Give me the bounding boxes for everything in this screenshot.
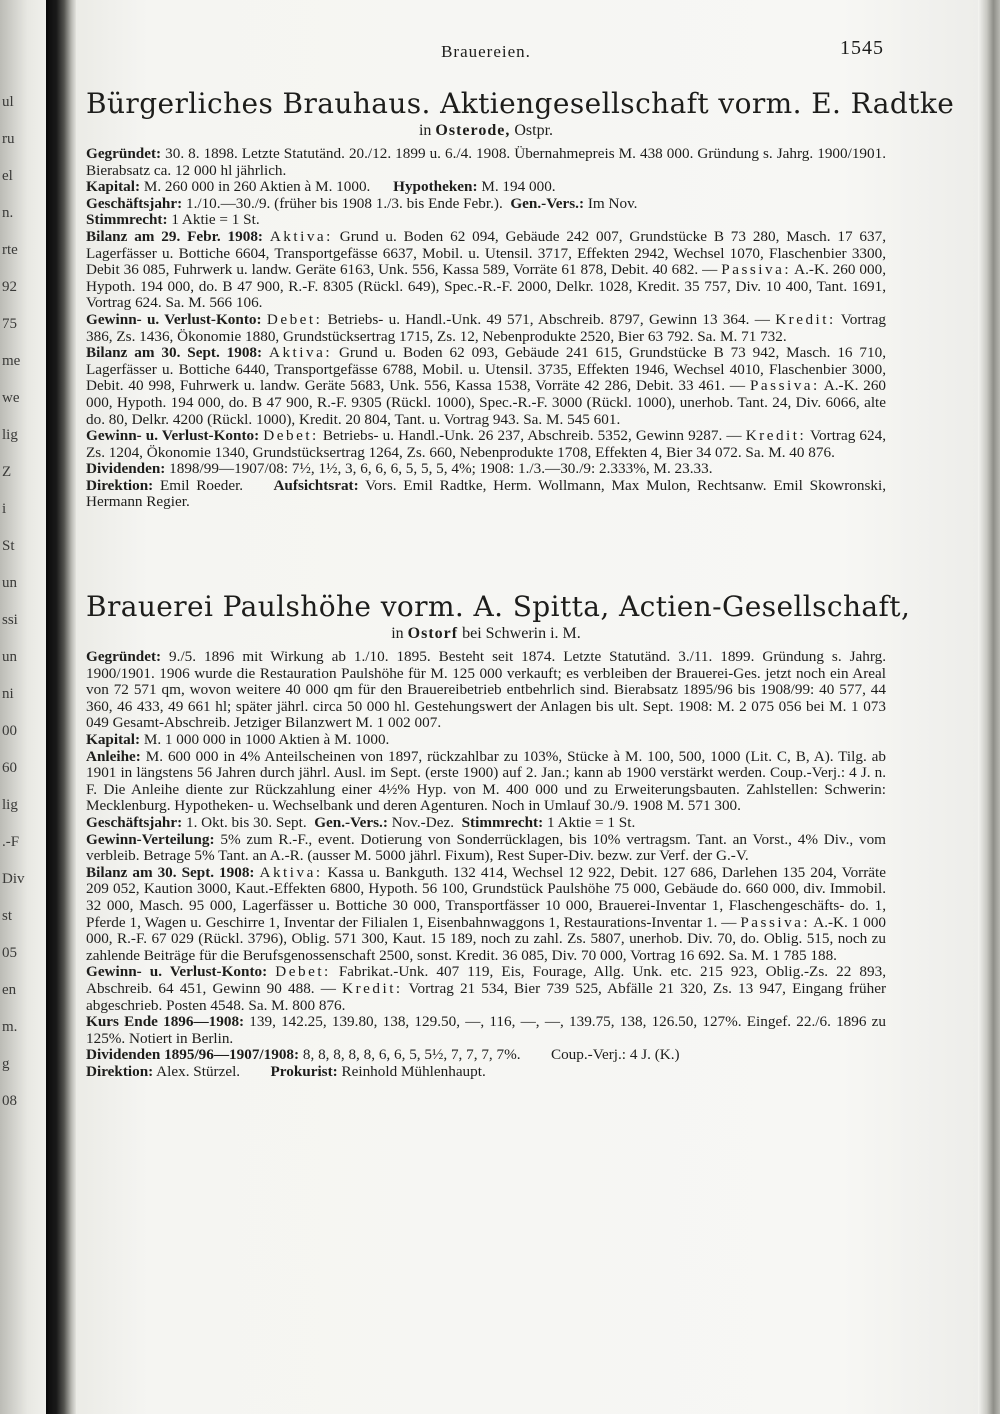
location-city: Ostorf bbox=[407, 625, 459, 643]
facing-page-strip bbox=[0, 0, 46, 1414]
facing-page-fragment: 00 bbox=[2, 723, 17, 739]
facing-page-fragment: ssi bbox=[2, 612, 18, 628]
facing-page-fragment: ni bbox=[2, 686, 14, 702]
entry-label: Gegründet: bbox=[86, 145, 162, 162]
entry-loan: Anleihe: M. 600 000 in 4% Anteilscheinen von 1897, rückzahlbar zu 103%, Stücke à M. 100, 500, 1000 (Lit. C, B, A). Tilg. ab 1901 in längstens 56 Jahren durch jährl. Ausl. im Sept. (erste 1900) auf 2. Jan.; kann ab 1900 verstärkt werden. Coup.-Verj.: 4 J. n. F. Die Anleihe diente zur Rückzahlung einer 4½% Hyp. von M. 400 000 und zu Erweiterungsbauten. Zahlstellen: Schwerin: Mecklenburg. Hypotheken- u. Wechselbank und deren Agenturen. Noch in Umlauf 30./9. 1908 M. 571 300. bbox=[86, 747, 886, 815]
entry-management: Direktion: Alex. Stürzel. Prokurist: Reinhold Mühlenhaupt. bbox=[86, 1062, 486, 1080]
location-prefix: in bbox=[391, 625, 404, 643]
entry-label: Kurs Ende 1896—1908: bbox=[86, 1013, 245, 1031]
entry-profit-distribution: Gewinn-Verteilung: 5% zum R.-F., event. Dotierung von Sonderrücklagen, bis 10% vertragsm. Tant. an Vorst., 4% Div., vom verbleib. Betrage 5% Tant. an A.-R. (ausser M. 5000 jährl. Fixum), Rest Super-Div. bezw. zur Verf. der G.-V. bbox=[86, 830, 886, 865]
entry-label: Stimmrecht: bbox=[461, 814, 544, 831]
facing-page-fragment: ru bbox=[2, 131, 15, 147]
entry-balance-sept: Bilanz am 30. Sept. 1908: Aktiva: Kassa u. Bankguth. 132 414, Wechsel 12 922, Debit. 127 686, Darlehen 135 204, Vorräte 209 052, Kaution 3000, Kaut.-Effekten 6800, Hypoth. 56 100, Grundstück Paulshöhe 75 000, Gebäude do. 660 000, div. Immobil. 32 000, Masch. 95 000, Lagerfässer u. Bottiche 30 000, Transportfässer 10 000, Brauerei-Inventar 1, Flaschengeschäfts- do. 1, Pferde 1, Wagen u. Geschirre 1, Inventar der Filialen 1, Eisenbahnwaggons 1, Restaurations-Inventar 1. — Passiva: A.-K. 1 000 000, R.-F. 67 029 (Rückl. 3796), Oblig. 571 300, Kaut. 15 189, noch zu zahl. Zs. 5807, unerhob. Div. 70, do. Oblig. 515, noch zu zahlende Beiträge für die Berufsgenossenschaft 2500, sonst. Kredit. 36 085, Div. 70 000, Vortrag 16 692. Sa. M. 1 785 188. bbox=[86, 863, 887, 964]
entry-founded: Gegründet: 30. 8. 1898. Letzte Statutänd. 20./12. 1899 u. 6./4. 1908. Übernahmepreis M. 438 000. Gründung s. Jahrg. 1900/1901. Bierabsatz ca. 12 000 hl jährlich. bbox=[86, 145, 886, 179]
entry-label: Dividenden: bbox=[86, 460, 166, 478]
location-suffix: Ostpr. bbox=[514, 122, 554, 139]
entry-label: Dividenden 1895/96—1907/1908: bbox=[86, 1046, 300, 1064]
entry-label: Hypotheken: bbox=[393, 178, 478, 196]
entry-label: Gewinn- u. Verlust-Konto: bbox=[86, 963, 268, 981]
facing-page-fragment: we bbox=[2, 390, 20, 406]
entry-label: Geschäftsjahr: bbox=[86, 194, 183, 212]
facing-page-fragment: un bbox=[2, 575, 17, 591]
entry-label: Gewinn- u. Verlust-Konto: bbox=[86, 427, 260, 445]
entry-label: Aufsichtsrat: bbox=[273, 476, 359, 494]
entry-fiscal-year: Geschäftsjahr: 1./10.—30./9. (früher bis 1908 1./3. bis Ende Febr.). Gen.-Vers.: Im Nov. bbox=[86, 194, 638, 212]
page-number: 1545 bbox=[840, 37, 884, 59]
entry-share-price: Kurs Ende 1896—1908: 139, 142.25, 139.80, 138, 129.50, —, 116, —, —, 139.75, 138, 126.50, 127%. Eingef. 22./6. 1896 zu 125%. Notiert in Berlin. bbox=[86, 1013, 886, 1047]
facing-page-fragment: lig bbox=[2, 427, 18, 443]
facing-page-fragment: i bbox=[2, 501, 7, 517]
facing-page-fragment: 05 bbox=[2, 945, 17, 961]
company-title: Bürgerliches Brauhaus. Aktiengesellschaft vorm. E. Radtke bbox=[86, 87, 955, 120]
book-page bbox=[76, 0, 978, 1414]
entry-label: Stimmrecht: bbox=[86, 211, 168, 229]
entry-profit-loss: Gewinn- u. Verlust-Konto: Debet: Betriebs- u. Handl.-Unk. 49 571, Abschreib. 8797, Gewinn 13 364. — Kredit: Vortrag 386, Zs. 1436, Ökonomie 1880, Grundstücksertrag 1715, Zs. 12, Nebenprodukte 2520, Bier 63 792. Sa. M. 71 732. bbox=[86, 310, 887, 345]
location-suffix: bei Schwerin i. M. bbox=[462, 625, 581, 643]
entry-balance-feb: Bilanz am 29. Febr. 1908: Aktiva: Grund u. Boden 62 094, Gebäude 242 007, Grundstücke B 73 280, Masch. 17 637, Lagerfässer u. Bottiche 6604, Transportgefässe 6637, Mobil. u. Utensil. 3717, Effekten 2942, Wechsel 1070, Flaschenbier 3300, Debit 36 085, Fuhrwerk u. landw. Geräte 6163, Unk. 556, Kassa 589, Vorräte 61 878, Debit. 40 682. — Passiva: A.-K. 260 000, Hypoth. 194 000, do. B 47 900, R.-F. 8305 (Rückl. 649), Spec.-R.-F. 2000, Delkr. 1028, Kredit. 35 757, Div. 10 400, Tant. 1691, Vortrag 624. Sa. M. 566 106. bbox=[86, 227, 887, 312]
running-header bbox=[86, 38, 886, 72]
text-column bbox=[86, 0, 955, 1081]
facing-page-fragment: st bbox=[2, 908, 13, 924]
company-location bbox=[86, 122, 886, 140]
company-title: Brauerei Paulshöhe vorm. A. Spitta, Actien-Gesellschaft, bbox=[86, 590, 911, 624]
facing-page-fragment: g bbox=[2, 1056, 10, 1072]
facing-page-fragment: Div bbox=[2, 871, 25, 887]
company-location bbox=[86, 625, 886, 643]
entry-label: Direktion: bbox=[86, 1062, 154, 1080]
entry-profit-loss: Gewinn- u. Verlust-Konto: Debet: Fabrikat.-Unk. 407 119, Eis, Fourage, Allg. Unk. etc. 215 923, Oblig.-Zs. 22 893, Abschreib. 64 451, Gewinn 90 488. — Kredit: Vortrag 21 534, Bier 739 525, Abfälle 21 320, Zs. 13 947, Eingang früher abgeschrieb. Posten 4548. Sa. M. 800 876. bbox=[86, 963, 886, 1014]
facing-page-fragment: 75 bbox=[2, 316, 17, 332]
running-title: Brauereien. bbox=[441, 42, 531, 61]
entry-label: Kapital: bbox=[86, 731, 141, 749]
facing-page-fragment: .-F bbox=[2, 834, 20, 850]
facing-page-fragment: el bbox=[2, 168, 13, 184]
facing-page-fragment: St bbox=[2, 538, 15, 554]
entry-label: Bilanz am 30. Sept. 1908: bbox=[86, 863, 255, 881]
entry-fiscal-year: Geschäftsjahr: 1. Okt. bis 30. Sept. Gen.-Vers.: Nov.-Dez. Stimmrecht: 1 Aktie = 1 St. bbox=[86, 814, 636, 831]
entry-profit-loss: Gewinn- u. Verlust-Konto: Debet: Betriebs- u. Handl.-Unk. 26 237, Abschreib. 5352, Gewinn 9287. — Kredit: Vortrag 624, Zs. 1204, Ökonomie 1340, Grundstücksertrag 1264, Zs. 660, Nebenprodukte 1708, Effekten 4, Bier 34 072. Sa. M. 40 876. bbox=[86, 427, 887, 461]
facing-page-fragment: 60 bbox=[2, 760, 17, 776]
facing-page-fragment: n. bbox=[2, 205, 14, 221]
entry-capital: Kapital: M. 260 000 in 260 Aktien à M. 1000. Hypotheken: M. 194 000. bbox=[86, 178, 556, 196]
facing-page-fragment: un bbox=[2, 649, 17, 665]
entry-label: Bilanz am 29. Febr. 1908: bbox=[86, 227, 263, 245]
entry-label: Gewinn- u. Verlust-Konto: bbox=[86, 310, 262, 328]
entry-label: Geschäftsjahr: bbox=[86, 814, 183, 831]
location-prefix: in bbox=[418, 122, 432, 139]
entry-label: Kapital: bbox=[86, 178, 141, 196]
entry-founded: Gegründet: 9./5. 1896 mit Wirkung ab 1./10. 1895. Besteht seit 1874. Letzte Statutänd. 3./11. 1899. Gründung s. Jahrg. 1900/1901. 1906 wurde die Restauration Paulshöhe für M. 125 000 verkauft; es verbleiben der Brauerei-Ges. jetzt noch ein Areal von 72 571 qm, wovon weitere 40 000 qm für den Brauereibetrieb entbehrlich sind. Bierabsatz 1895/96 bis 1908/99: 40 577, 44 360, 46 433, 49 661 hl; später jährl. circa 50 000 hl. Gestehungswert der Anlagen bis ult. Sept. 1908: M. 2 075 056 bei M. 1 073 049 Gesamt-Abschreib. Jetziger Bilanzwert M. 1 002 007. bbox=[86, 648, 886, 732]
facing-page-fragment: me bbox=[2, 353, 21, 369]
entry-voting-right: Stimmrecht: 1 Aktie = 1 St. bbox=[86, 211, 260, 229]
entry-balance-sept: Bilanz am 30. Sept. 1908: Aktiva: Grund u. Boden 62 093, Gebäude 241 615, Grundstücke B 73 942, Masch. 16 710, Lagerfässer u. Bottiche 6440, Transportgefässe 6788, Mobil. u. Utensil. 3735, Effekten 1946, Wechsel 4010, Flaschenbier 3000, Debit. 40 998, Fuhrwerk u. landw. Geräte 5683, Unk. 556, Kassa 1538, Vorräte 42 286, Debit. 33 461. — Passiva: A.-K. 260 000, Hypoth. 194 000, do. B 47 900, R.-F. 9305 (Rückl. 1000), Spec.-R.-F. 3000 (Rückl. 1000), unerhob. Tant. 24, Div. 6066, alte do. 80, Delkr. 4200 (Rückl. 1000), Kredit. 20 804, Tant. u. Vortrag 943. Sa. M. 545 601. bbox=[86, 344, 887, 428]
entry-label: Gegründet: bbox=[86, 648, 162, 666]
entry-dividends: Dividenden: 1898/99—1907/08: 7½, 1½, 3, 6, 6, 6, 5, 5, 5, 4%; 1908: 1./3.—30./9: 2.333%, M. 23.33. bbox=[86, 460, 713, 478]
facing-page-fragment: ul bbox=[2, 94, 14, 110]
entry-label: Prokurist: bbox=[270, 1062, 338, 1080]
entry-management: Direktion: Emil Roeder. Aufsichtsrat: Vors. Emil Radtke, Herm. Wollmann, Max Mulon, Rechtsanw. Emil Skowronski, Hermann Regier. bbox=[86, 476, 886, 511]
entry-label: Anleihe: bbox=[86, 747, 141, 765]
entry-label: Bilanz am 30. Sept. 1908: bbox=[86, 344, 263, 362]
book-gutter bbox=[46, 0, 76, 1414]
facing-page-fragment: Z bbox=[2, 464, 12, 480]
entry-label: Direktion: bbox=[86, 476, 154, 494]
facing-page-fragment: 08 bbox=[2, 1093, 17, 1109]
entry-dividends: Dividenden 1895/96—1907/1908: 8, 8, 8, 8, 8, 6, 6, 5, 5½, 7, 7, 7, 7%. Coup.-Verj.: 4 J. (K.) bbox=[86, 1046, 680, 1064]
facing-page-fragment: 92 bbox=[2, 279, 17, 295]
entry-label: Gen.-Vers.: bbox=[314, 814, 388, 831]
page-edge bbox=[978, 0, 1000, 1414]
entry-capital: Kapital: M. 1 000 000 in 1000 Aktien à M. 1000. bbox=[86, 731, 390, 749]
facing-page-fragment: en bbox=[2, 982, 17, 998]
facing-page-fragment: rte bbox=[2, 242, 18, 258]
entry-label: Gewinn-Verteilung: bbox=[86, 830, 215, 848]
facing-page-fragment: m. bbox=[2, 1019, 18, 1035]
location-city: Osterode, bbox=[435, 122, 511, 139]
facing-page-fragment: lig bbox=[2, 797, 18, 813]
entry-label: Gen.-Vers.: bbox=[510, 194, 585, 212]
